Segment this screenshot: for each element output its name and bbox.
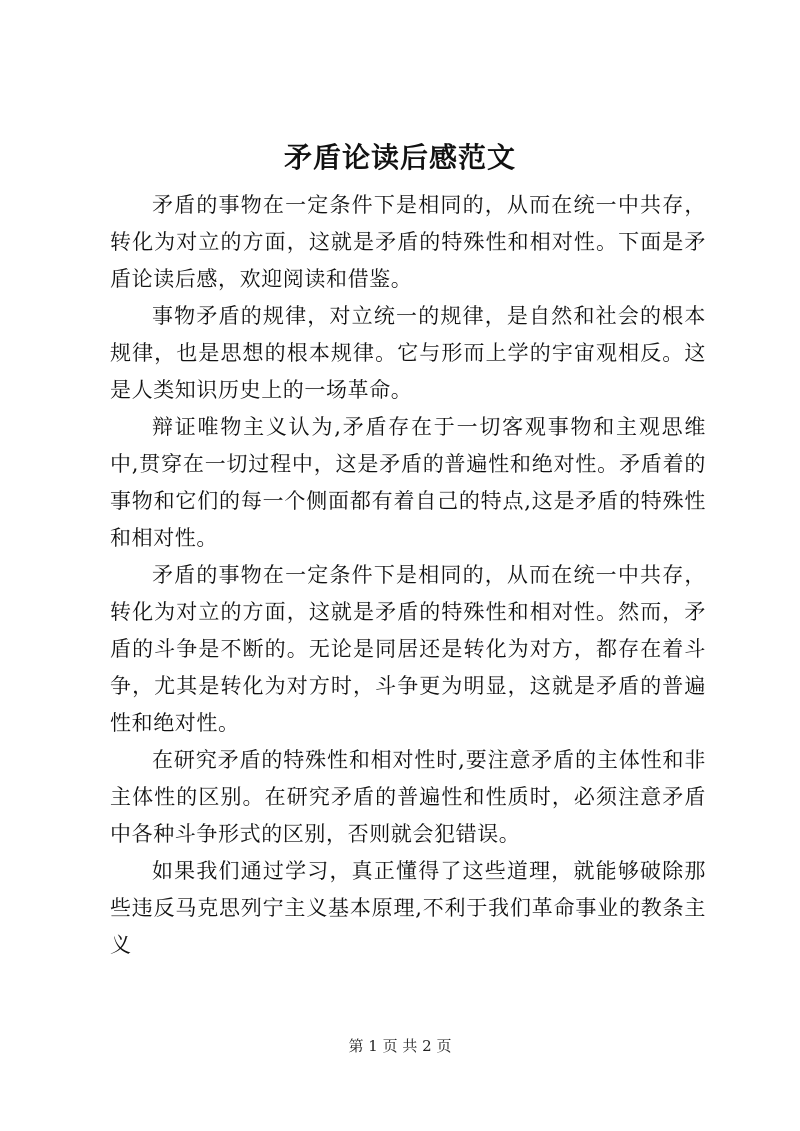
page-number-footer: 第 1 页 共 2 页: [348, 1037, 452, 1055]
paragraph-3: 辩证唯物主义认为,矛盾存在于一切客观事物和主观思维中,贯穿在一切过程中，这是矛盾的普遍性和绝对性。矛盾着的事物和它们的每一个侧面都有着自己的特点,这是矛盾的特殊性和相对性。: [110, 415, 706, 550]
paragraph-1: 矛盾的事物在一定条件下是相同的，从而在统一中共存，转化为对立的方面，这就是矛盾的特殊性和相对性。下面是矛盾论读后感，欢迎阅读和借鉴。: [110, 193, 706, 291]
paragraph-2: 事物矛盾的规律，对立统一的规律，是自然和社会的根本规律，也是思想的根本规律。它与形而上学的宇宙观相反。这是人类知识历史上的一场革命。: [110, 304, 706, 402]
paragraph-5: 在研究矛盾的特殊性和相对性时,要注意矛盾的主体性和非主体性的区别。在研究矛盾的普遍性和性质时，必须注意矛盾中各种斗争形式的区别，否则就会犯错误。: [110, 748, 706, 846]
document-body: [110, 187, 706, 964]
paragraph-4: 矛盾的事物在一定条件下是相同的，从而在统一中共存，转化为对立的方面，这就是矛盾的特殊性和相对性。然而，矛盾的斗争是不断的。无论是同居还是转化为对方，都存在着斗争，尤其是转化为对方时，斗争更为明显，这就是矛盾的普遍性和绝对性。: [110, 563, 706, 735]
document-title: 矛盾论读后感范文: [283, 141, 516, 174]
paragraph-6: 如果我们通过学习，真正懂得了这些道理，就能够破除那些违反马克思列宁主义基本原理,不利于我们革命事业的教条主义: [110, 859, 706, 957]
